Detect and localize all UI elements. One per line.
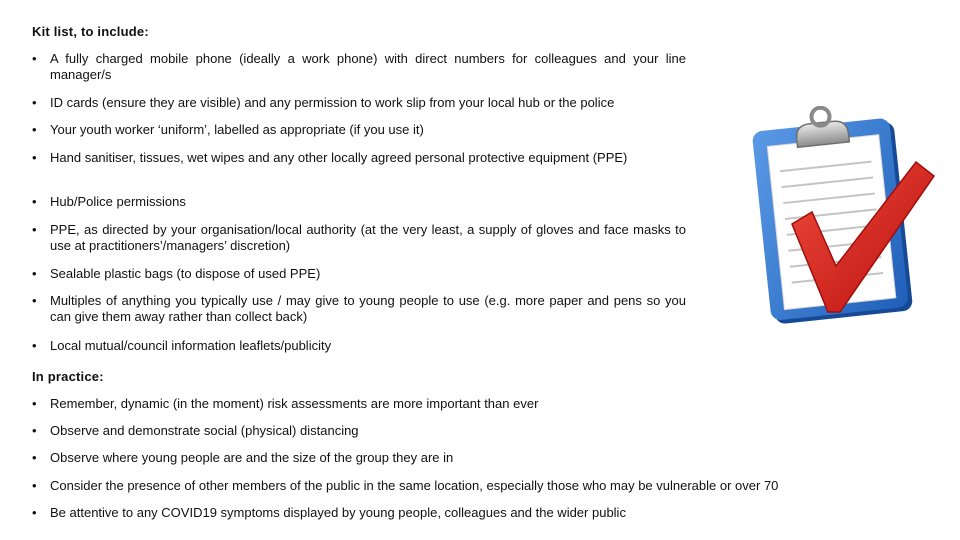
bullet-icon: •: [32, 450, 37, 465]
list-item-text: Sealable plastic bags (to dispose of used PPE): [50, 266, 321, 281]
list-item-text: Local mutual/council information leaflets/publicity: [50, 338, 332, 353]
list-item: [32, 95, 686, 111]
clipboard-checkmark-icon: [748, 106, 938, 326]
list-item-text: Consider the presence of other members of the public in the same location, especially those who may be vulnerable or over 70: [50, 478, 779, 493]
list-item: [32, 194, 686, 210]
list-item: [32, 338, 686, 354]
list-item-text: Multiples of anything you typically use / may give to young people to use (e.g. more paper and pens so you can give them away rather than collect back): [50, 293, 686, 324]
list-item: [32, 505, 912, 521]
list-item: [32, 293, 686, 325]
bullet-icon: •: [32, 51, 37, 66]
list-item-text: Hand sanitiser, tissues, wet wipes and any other locally agreed personal protective equipment (PPE): [50, 150, 628, 165]
list-item-text: Your youth worker ‘uniform’, labelled as appropriate (if you use it): [50, 122, 424, 137]
bullet-icon: •: [32, 396, 37, 411]
list-item-text: Observe and demonstrate social (physical) distancing: [50, 423, 359, 438]
list-item: [32, 450, 912, 466]
list-item-text: Hub/Police permissions: [50, 194, 186, 209]
bullet-icon: •: [32, 95, 37, 110]
bullet-icon: •: [32, 505, 37, 520]
list-item: [32, 423, 912, 439]
bullet-icon: •: [32, 423, 37, 438]
list-item: [32, 51, 686, 83]
list-item-text: Observe where young people are and the size of the group they are in: [50, 450, 454, 465]
bullet-icon: •: [32, 266, 37, 281]
bullet-icon: •: [32, 150, 37, 165]
list-item-text: A fully charged mobile phone (ideally a work phone) with direct numbers for colleagues and your line manager/s: [50, 51, 686, 82]
kit-list-heading: Kit list, to include:: [32, 24, 149, 39]
bullet-icon: •: [32, 194, 37, 209]
list-item: [32, 150, 686, 166]
in-practice-heading: In practice:: [32, 369, 104, 384]
list-item-text: Remember, dynamic (in the moment) risk assessments are more important than ever: [50, 396, 539, 411]
bullet-icon: •: [32, 478, 37, 493]
bullet-icon: •: [32, 222, 37, 237]
list-item-text: ID cards (ensure they are visible) and any permission to work slip from your local hub or the police: [50, 95, 615, 110]
list-item: [32, 222, 686, 254]
bullet-icon: •: [32, 122, 37, 137]
list-item: [32, 478, 912, 494]
list-item-text: Be attentive to any COVID19 symptoms displayed by young people, colleagues and the wider public: [50, 505, 626, 520]
list-item-text: PPE, as directed by your organisation/local authority (at the very least, a supply of gloves and face masks to use at practitioners’/managers’ discretion): [50, 222, 686, 253]
bullet-icon: •: [32, 338, 37, 353]
clipboard-clip: [794, 106, 850, 147]
list-item: [32, 396, 912, 412]
list-item: [32, 266, 686, 282]
list-item: [32, 122, 686, 138]
bullet-icon: •: [32, 293, 37, 308]
